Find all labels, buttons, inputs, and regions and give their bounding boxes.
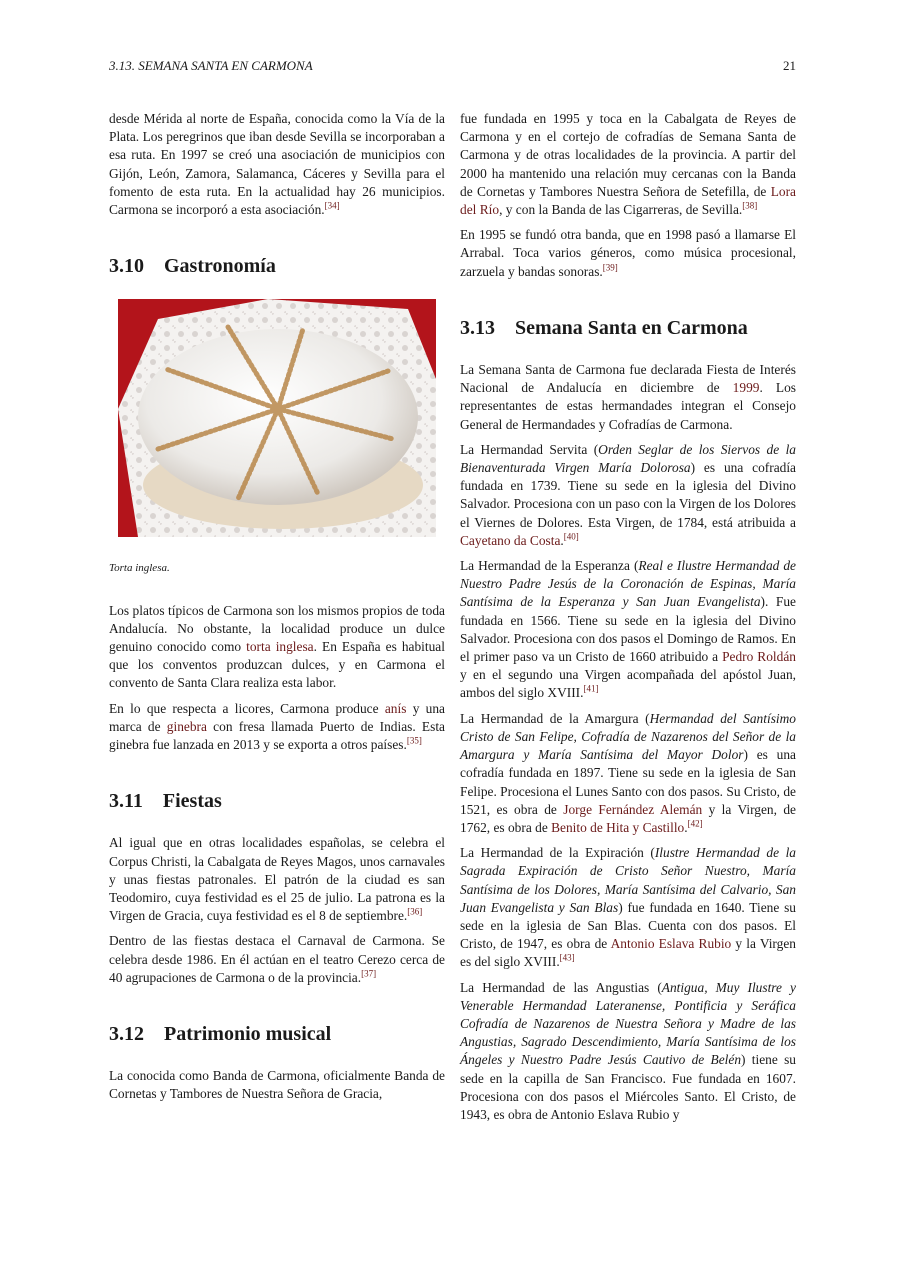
gastronomia-paragraph-1: Los platos típicos de Carmona son los mismos propios de toda Andalucía. No obstante, la localidad produce un dulce genuino conocido como torta inglesa. En España es habitual que los conventos produzcan dulces, y en Carmona el convento de Santa Clara realiza esta labor.	[109, 602, 445, 691]
semana-paragraph-esperanza: La Hermandad de la Esperanza (Real e Ilustre Hermandad de Nuestro Padre Jesús de la Coronación de Espinas, María Santísima de la Esperanza y San Juan Evangelista). Fue fundada en 1566. Tiene su sede en la iglesia del Divino Salvador. Procesiona con dos pasos el Domingo de Ramos. En el primer paso va un Cristo de 1660 atribuido a Pedro Roldán y en el segundo una Virgen acompañada del apóstol Juan, ambos del siglo XVIII.[41]	[460, 558, 796, 701]
footnote-ref[interactable]: [34]	[324, 200, 340, 211]
footnote-ref[interactable]: [41]	[583, 684, 599, 695]
footnote-ref[interactable]: [40]	[563, 531, 579, 542]
link-anis[interactable]: anís	[384, 700, 407, 716]
semana-paragraph-1: La Semana Santa de Carmona fue declarada Fiesta de Interés Nacional de Andalucía en diciembre de 1999. Los representantes de estas hermandades integran el Consejo General de Hermandades y Cofradías de Carmona.	[460, 362, 796, 432]
semana-paragraph-servita: La Hermandad Servita (Orden Seglar de los Siervos de la Bienaventurada Virgen María Dolorosa) es una cofradía fundada en 1739. Tiene su sede en la iglesia del Divino Salvador. Procesiona con un paso con la Virgen de los Dolores el Viernes de Dolores. Esta Virgen, de 1784, está atribuida a Cayetano da Costa.[40]	[460, 441, 796, 548]
link-pedro-roldan[interactable]: Pedro Roldán	[722, 649, 796, 665]
footnote-ref[interactable]: [39]	[602, 262, 618, 273]
section-heading-fiestas: 3.11 Fiestas	[109, 790, 222, 813]
section-heading-semana-santa: 3.13 Semana Santa en Carmona	[460, 316, 748, 339]
link-jorge-fernandez-aleman[interactable]: Jorge Fernández Alemán	[563, 801, 703, 817]
running-header-section: 3.13. SEMANA SANTA EN CARMONA	[109, 58, 313, 73]
musical-paragraph-continued: fue fundada en 1995 y toca en la Cabalgata de Reyes de Carmona y en el cortejo de cofradías de Semana Santa de Carmona y de otras localidades de la provincia. A partir del 2000 ha mantenido una relación muy cercanas con la Banda de Cornetas y Tambores Nuestra Señora de Setefilla, de Lora del Río, y con la Banda de las Cigarreras, de Sevilla.[38]	[460, 111, 796, 218]
link-benito-de-hita[interactable]: Benito de Hita y Castillo	[551, 819, 685, 835]
link-1999[interactable]: 1999	[732, 380, 760, 396]
footnote-ref[interactable]: [37]	[361, 968, 377, 979]
page-number: 21	[783, 58, 796, 73]
footnote-ref[interactable]: [42]	[687, 818, 703, 829]
musical-paragraph-1: La conocida como Banda de Carmona, oficialmente Banda de Cornetas y Tambores de Nuestra Señora de Gracia,	[109, 1068, 445, 1102]
fiestas-paragraph-2: Dentro de las fiestas destaca el Carnaval de Carmona. Se celebra desde 1986. En él actúan en el teatro Cerezo cerca de 40 agrupaciones de Carmona o de la provincia.[37]	[109, 933, 445, 985]
semana-paragraph-expiracion: La Hermandad de la Expiración (Ilustre Hermandad de la Sagrada Expiración de Cristo Señor Nuestro, María Santísima de los Dolores, María Santísima del Calvario, San Juan Evangelista y San Blas) fue fundada en 1640. Tiene su sede en la iglesia de San Blas. Cuenta con dos pasos. El Cristo, de 1947, es obra de Antonio Eslava Rubio y la Virgen es del siglo XVIII.[43]	[460, 845, 796, 970]
link-cayetano-da-costa[interactable]: Cayetano da Costa	[460, 532, 561, 548]
figure-caption: Torta inglesa.	[109, 562, 170, 575]
footnote-ref[interactable]: [43]	[559, 952, 575, 963]
running-header	[109, 58, 796, 74]
gastronomia-paragraph-2: En lo que respecta a licores, Carmona produce anís y una marca de ginebra con fresa llamada Puerto de Indias. Esta ginebra fue lanzada en 2013 y se exporta a otros países.[35]	[109, 700, 445, 753]
intro-paragraph: desde Mérida al norte de España, conocida como la Vía de la Plata. Los peregrinos que iban desde Sevilla se incorporaban a esa ruta. En 1997 se creó una asociación de municipios con Gijón, León, Zamora, Salamanca, Cáceres y Sevilla para el fomento de esta ruta. En la actualidad hay 26 municipios. Carmona se incorporó a esta asociación.[34]	[109, 111, 445, 218]
semana-paragraph-angustias: La Hermandad de las Angustias (Antigua, Muy Ilustre y Venerable Hermandad Lateranense, Pontificia y Seráfica Cofradía de Nazarenos de Nuestra Señora y Madre de las Angustias, Sagrado Descendimiento, María Santísima de los Ángeles y Nuestro Padre Jesús Cautivo de Belén) tiene su sede en la capilla de San Francisco. Fue fundada en 1607. Procesiona con dos pasos el Miércoles Santo. El Cristo, de 1943, es obra de Antonio Eslava Rubio y	[460, 979, 796, 1122]
section-heading-gastronomia: 3.10 Gastronomía	[109, 255, 276, 278]
fiestas-paragraph-1: Al igual que en otras localidades españolas, se celebra el Corpus Christi, la Cabalgata de Reyes Magos, unos carnavales y unas fiestas patronales. El patrón de la ciudad es san Teodomiro, cuya festividad es el 25 de julio. La patrona es la Virgen de Gracia, cuya festividad es el 8 de septiembre.[36]	[109, 835, 445, 924]
semana-paragraph-amargura: La Hermandad de la Amargura (Hermandad del Santísimo Cristo de San Felipe, Cofradía de Nazarenos del Señor de la Amargura y María Santísima del Mayor Dolor) es una cofradía fundada en 1897. Tiene su sede en la iglesia de San Felipe. Procesiona el Lunes Santo con dos pasos. Su Cristo, de 1521, es obra de Jorge Fernández Alemán y la Virgen, de 1762, es obra de Benito de Hita y Castillo.[42]	[460, 710, 796, 835]
footnote-ref[interactable]: [36]	[407, 906, 423, 917]
link-ginebra[interactable]: ginebra	[166, 718, 207, 734]
link-lora-del-rio[interactable]: Lora del Río	[460, 183, 796, 218]
link-torta-inglesa[interactable]: torta inglesa	[246, 639, 314, 655]
musical-paragraph-2: En 1995 se fundó otra banda, que en 1998 pasó a llamarse El Arrabal. Toca varios géneros, como música procesional, zarzuela y bandas sonoras.[39]	[460, 227, 796, 279]
left-column	[109, 110, 445, 1111]
footnote-ref[interactable]: [38]	[742, 200, 758, 211]
section-heading-patrimonio-musical: 3.12 Patrimonio musical	[109, 1023, 332, 1046]
torta-inglesa-photo	[118, 299, 436, 537]
link-antonio-eslava-rubio[interactable]: Antonio Eslava Rubio	[610, 936, 732, 952]
right-column	[460, 110, 796, 1131]
footnote-ref[interactable]: [35]	[406, 735, 422, 746]
